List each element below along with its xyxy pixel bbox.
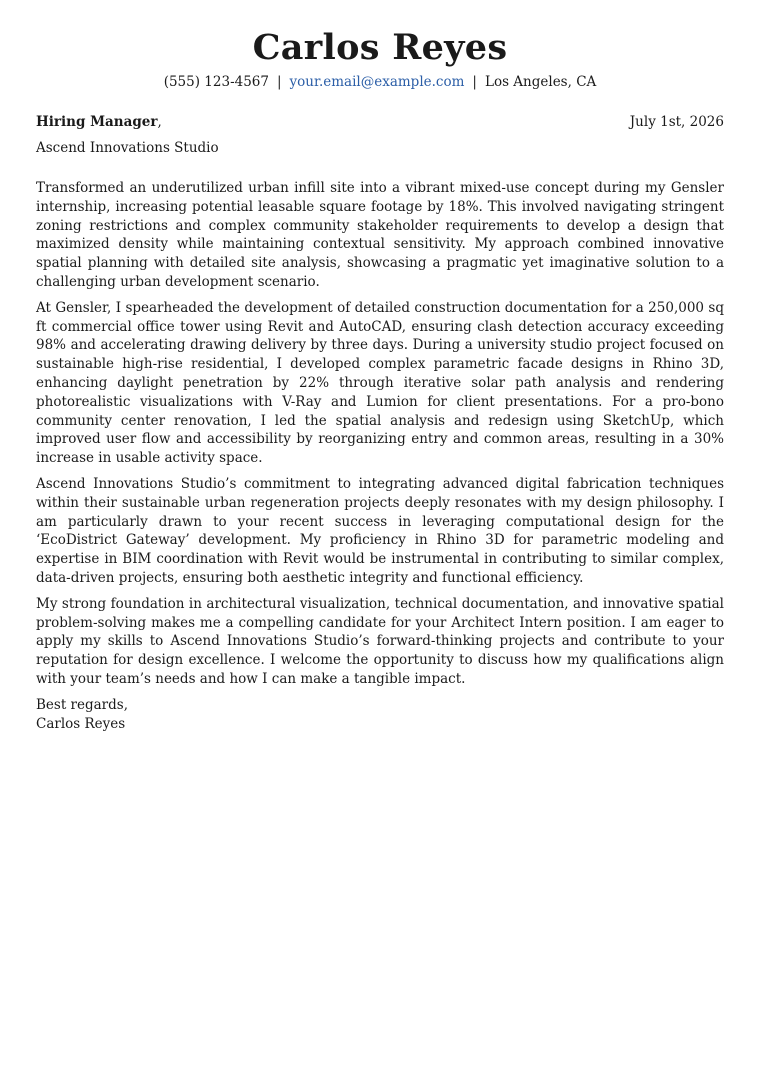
body-paragraph: Ascend Innovations Studio’s commitment to integrating advanced digital fabrication techniques within their sustainable urban regeneration projects deeply resonates with my design philosophy. I am particularly drawn to your recent success in leveraging computational design for the ‘EcoDistrict Gateway’ development. My proficiency in Rhino 3D for parametric modeling and expertise in BIM coordination with Revit would be instrumental in contributing to similar complex, data-driven projects, ensuring both aesthetic integrity and functional efficiency.: [36, 475, 724, 586]
company-name: Ascend Innovations Studio: [36, 140, 219, 156]
contact-separator: |: [276, 74, 282, 90]
body-paragraph: Transformed an underutilized urban infill site into a vibrant mixed-use concept during my Gensler internship, increasing potential leasable square footage by 18%. This involved navigating stringent zoning restrictions and complex community stakeholder requirements to develop a design that maximized density while maintaining contextual sensitivity. My approach combined innovative spatial planning with detailed site analysis, showcasing a pragmatic yet imaginative solution to a challenging urban development scenario.: [36, 180, 724, 290]
recipient-date-row: [36, 113, 724, 131]
phone-number: (555) 123-4567: [163, 74, 269, 90]
body-paragraph: My strong foundation in architectural visualization, technical documentation, and innovative spatial problem-solving makes me a compelling candidate for your Architect Intern position. I am eager to apply my skills to Ascend Innovations Studio’s forward-thinking projects and contribute to your reputation for design excellence. I welcome the opportunity to discuss how my qualifications align with your team’s needs and how I can make a tangible impact.: [36, 595, 724, 687]
contact-separator: |: [472, 74, 477, 90]
closing-salutation: Best regards,: [36, 696, 129, 713]
contact-line: [36, 73, 724, 91]
recipient-comma: ,: [157, 114, 162, 130]
body-paragraph: At Gensler, I spearheaded the development of detailed construction documentation for a 250,000 sq ft commercial office tower using Revit and AutoCAD, ensuring clash detection accuracy exceeding 98% and accelerating drawing delivery by three days. During a university studio project focused on sustainable high-rise residential, I developed complex parametric facade designs in Rhino 3D, enhancing daylight penetration by 22% through iterative solar path analysis and rendering photorealistic visualizations with V-Ray and Lumion for client presentations. For a pro-bono community center renovation, I led the spatial analysis and redesign using SketchUp, which improved user flow and accessibility by reorganizing entry and common areas, resulting in a 30% increase in usable activity space.: [36, 299, 724, 467]
recipient-name: Hiring Manager: [36, 114, 158, 130]
applicant-name: Carlos Reyes: [252, 27, 508, 68]
recipient: [36, 113, 162, 131]
location: Los Angeles, CA: [484, 74, 597, 90]
letter-date: July 1st, 2026: [629, 114, 724, 130]
signature-name: Carlos Reyes: [36, 715, 126, 732]
closing-block: [36, 696, 724, 734]
email-link[interactable]: your.email@example.com: [289, 74, 465, 90]
letter-body: [36, 179, 724, 689]
